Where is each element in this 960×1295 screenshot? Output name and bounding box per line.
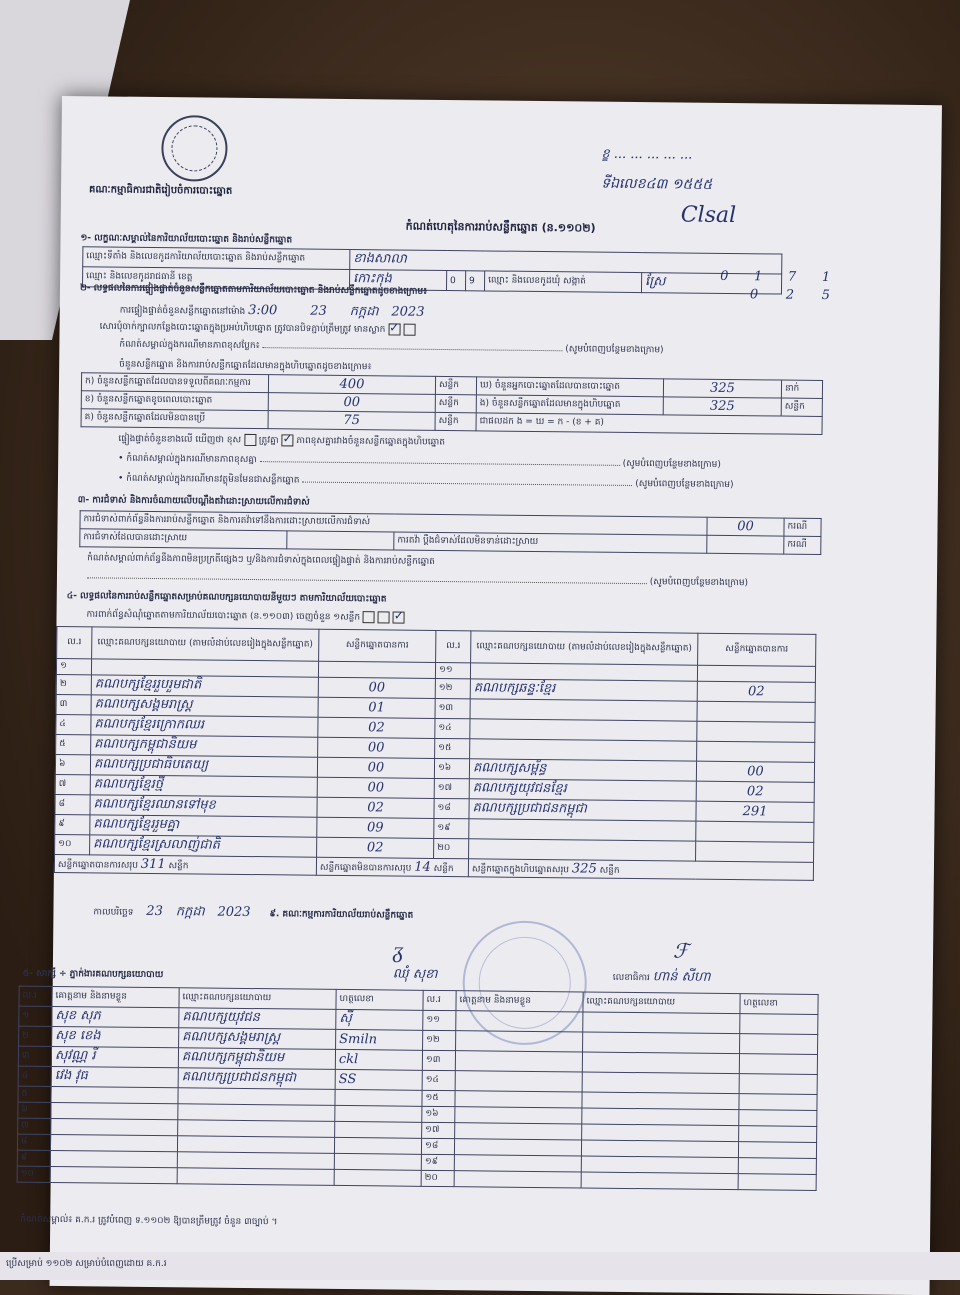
digit: 2 [785, 287, 795, 303]
row-no: ៩ [55, 814, 90, 834]
s2-time-label: ការផ្ទៀងផ្ទាត់ចំនួនសន្លឹកឆ្នោតនៅម៉ោង [119, 305, 246, 317]
digit: 7 [787, 269, 797, 285]
unit: សន្លឹក [599, 865, 620, 876]
secretary-name: ហាន់ សីហា [652, 969, 711, 985]
witness-name: សុខ សុភ [52, 1006, 179, 1027]
s2-fill-hint: (សូមបំពេញបន្ថែមខាងក្រោម) [565, 344, 664, 356]
row-no: ១៩ [434, 818, 469, 838]
row-no: ៦ [18, 1102, 51, 1118]
s1-code-a: 0 [446, 271, 465, 291]
row-no: ១៩ [421, 1154, 454, 1170]
party-votes: 02 [318, 717, 435, 738]
total-box-label: សន្លឹកឆ្នោតក្នុងហិបឆ្នោតសរុប [471, 863, 570, 875]
stamp-date: ទីឯលេខ៤៣ ១៥៥៥ [601, 175, 713, 193]
party-name: គណបក្សខ្មែរឈានទៅមុខ [90, 795, 317, 817]
party-votes [696, 821, 814, 842]
document-title: កំណត់ហេតុនៃការរាប់សន្លឹកឆ្នោត (ន.១១០២) [405, 219, 596, 235]
row-no: ១៥ [422, 1090, 455, 1106]
s3-row1-value: 00 [737, 519, 754, 535]
committee-label: ៩. គណៈកម្មការការិយាល័យរាប់សន្លឹកឆ្នោត [269, 909, 414, 921]
party-votes [696, 841, 814, 862]
party-name: គណបក្សសម្ព័ន្ធ [469, 759, 696, 781]
s2-a-value: 400 [339, 376, 365, 393]
party-name: គណបក្សកម្ពុជានិយម [91, 735, 318, 757]
col-name: គោត្តនាម និងនាមខ្លួន [52, 986, 179, 1007]
s4-check-1 [363, 611, 375, 623]
col-party: ឈ្មោះគណបក្សនយោបាយ [583, 992, 740, 1014]
emblem-logo [161, 115, 228, 182]
witness-party: គណបក្សយុវជន [179, 1008, 336, 1030]
witness-party: គណបក្សកម្ពុជានិយម [178, 1048, 335, 1070]
date-month: កក្កដា [175, 904, 205, 920]
s1-digits-a [720, 269, 830, 285]
party-votes: 00 [318, 737, 435, 758]
section1-heading: ១- លក្ខណៈសម្គាល់នៃការិយាល័យបោះឆ្នោត និងរាប់សន្លឹកឆ្នោត [80, 233, 293, 246]
s4-check-3 [393, 611, 405, 623]
witness-sign: ckl [335, 1049, 422, 1070]
s2-fill-hint-2: (សូមបំពេញបន្ថែមខាងក្រោម) [622, 458, 721, 470]
total-invalid-value: 14 [414, 859, 431, 875]
s2-e-value: 325 [709, 398, 735, 415]
s2-note2: • កំណត់សម្គាល់ក្នុងករណីមានវត្ថុមិនមែនជាសន្លឹកឆ្នោត [117, 473, 300, 486]
witness-table [17, 986, 819, 1191]
section5-heading: ៥- សាក្សី ÷ ភ្នាក់ងារគណបក្សនយោបាយ [22, 968, 164, 981]
date-label: កាលបរិច្ឆេទ [93, 907, 134, 918]
s2-time-value: 3:00 [248, 302, 278, 319]
col-no-left: ល.រ [57, 626, 92, 658]
row-no: ១៤ [435, 718, 470, 738]
s2-diff-check [244, 434, 256, 446]
s2-e-label: ង) ចំនួនសន្លឹកឆ្នោតដែលមានក្នុងហិបឆ្នោត [476, 395, 663, 415]
party-votes: 00 [696, 761, 814, 782]
party-name: គណបក្សខ្មែរក្រោកឈរ [91, 715, 318, 737]
col-party: ឈ្មោះគណបក្សនយោបាយ [179, 988, 336, 1010]
s4-sub: ការពាក់ព័ន្ធសំណុំឆ្នោតតាមការិយាល័យបោះឆ្នោត (ន.១១០៣) ចេញចំនួន ១សន្លឹក [86, 609, 361, 623]
date-year: 2023 [217, 904, 251, 921]
party-name: គណបក្សខ្មែរថ្មី [90, 775, 317, 797]
footer-bar: ប្រើសម្រាប់ ១១០២ សម្រាប់បំពេញដោយ គ.ក.រ [0, 1252, 960, 1280]
party-results-table [54, 626, 817, 881]
party-votes [697, 701, 815, 722]
witness-party: គណបក្សប្រជាជនកម្ពុជា [178, 1068, 335, 1090]
s2-c-unit: សន្លឹក [435, 412, 476, 430]
row-no: ១២ [423, 1030, 456, 1050]
row-no: ១៧ [422, 1122, 455, 1138]
s2-formula: ជាផលដក ង = ឃ = ក - (ខ + គ) [476, 413, 822, 435]
stamp-number: ខ្ខ ... ... ... ... ... [601, 146, 693, 163]
s2-c-value: 75 [343, 412, 360, 429]
party-votes: 09 [317, 817, 434, 838]
unit: សន្លឹក [168, 860, 189, 871]
row-no: ១៥ [435, 738, 470, 758]
row-no: ១ [56, 658, 91, 674]
party-name: គណបក្សខ្មែររួមគ្នា [90, 815, 317, 837]
section2-count-table [81, 372, 824, 435]
s1-row2-label: ឈ្មោះ និងលេខកូដរាជធានី ខេត្ត [83, 267, 350, 290]
s1-row1-value: ខាងសាលា [353, 251, 408, 267]
section2-heading: ២- លទ្ធផលនៃការផ្ទៀងផ្ទាត់ចំនួនសន្លឹកឆ្នោតតាមការិយាល័យបោះឆ្នោត និងរាប់សន្លឹកឆ្នោតដូចខាងក្រោម៖ [79, 283, 428, 297]
party-votes [697, 721, 815, 742]
col-sign: ហត្ថលេខា [336, 989, 423, 1010]
s1-row2-value-b: ស្រែ [645, 274, 666, 290]
party-votes: 02 [697, 681, 815, 702]
row-no: ៥ [18, 1086, 51, 1102]
chair-signature: ᵹ [392, 938, 404, 964]
s2-d-label: ឃ) ចំនួនអ្នកបោះឆ្នោតដែលបានបោះឆ្នោត [476, 377, 663, 397]
s2-a-unit: សន្លឹក [435, 376, 476, 394]
row-no: ១៤ [422, 1070, 455, 1090]
row-no: ១ [19, 1006, 52, 1026]
row-no: ១៦ [422, 1106, 455, 1122]
witness-name: សុវណ្ណ រី [51, 1046, 178, 1067]
party-votes: 00 [317, 777, 434, 798]
party-name [469, 839, 696, 861]
row-no: ៨ [17, 1134, 50, 1150]
row-no: ១៦ [434, 758, 469, 778]
witness-sign: Smiln [336, 1029, 423, 1050]
party-votes: 02 [696, 781, 814, 802]
row-no: ១៨ [421, 1138, 454, 1154]
row-no: ១១ [435, 662, 470, 678]
s2-match-check [281, 434, 293, 446]
row-no: ១២ [435, 678, 470, 698]
s3-row1: ការជំទាស់ពាក់ព័ន្ធនឹងការរាប់សន្លឹកឆ្នោត និងការតវ៉ាទៅនឹងការដោះស្រាយលើការជំទាស់ [80, 511, 707, 536]
date-day: 23 [146, 903, 163, 920]
s2-match-label: ត្រូវគ្នា [258, 435, 279, 446]
s2-d-value: 325 [709, 380, 735, 397]
digit: 0 [720, 268, 729, 284]
row-no: ១០ [17, 1166, 50, 1182]
row-no: ១៨ [434, 798, 469, 818]
s3-fill-hint: (សូមបំពេញបន្ថែមខាងក្រោម) [649, 577, 749, 589]
witness-sign: SS [335, 1069, 422, 1090]
secretary-label: លេខាធិការ [612, 972, 650, 984]
col-name: គោត្តនាម និងនាមខ្លួន [456, 991, 583, 1012]
col-no: ល.រ [423, 990, 456, 1010]
party-name: គណបក្សខ្មែររួបរួមជាតិ [91, 675, 318, 697]
party-name: គណបក្សខ្មែរស្រលាញ់ជាតិ [90, 835, 317, 857]
row-no: ៦ [55, 754, 90, 774]
party-name: គណបក្សសង្គមរាស្ត្រ [91, 695, 318, 717]
col-votes-left: សន្លឹកឆ្នោតបានការ [319, 629, 436, 662]
top-signature: Clsal [680, 202, 737, 229]
digit: 1 [821, 269, 831, 286]
total-invalid-label: សន្លឹកឆ្នោតមិនបានការសរុប [319, 862, 412, 874]
witness-name: សុខ ខេង [52, 1026, 179, 1047]
total-valid-value: 311 [140, 856, 166, 872]
s2-b-label: ខ) ចំនួនសន្លឹកឆ្នោតខូចពេលបោះឆ្នោត [81, 391, 268, 411]
row-no: ២ [19, 1026, 52, 1046]
secretary-signature: ℱ [672, 938, 689, 963]
party-name: គណបក្សឆន្ទៈខ្មែរ [470, 679, 697, 701]
row-no: ១៧ [434, 778, 469, 798]
row-no: ១៣ [435, 698, 470, 718]
witness-sign: ស៊ី [336, 1009, 423, 1030]
row-no: ៨ [55, 794, 90, 814]
footer-note: កំណត់សម្គាល់៖ គ.ក.រ ត្រូវបំពេញ ទ.១១០២ ឱ្យបានត្រឹមត្រូវ ចំនួន ៣ច្បាប់ ។ [20, 1214, 278, 1228]
s2-b-value: 00 [343, 394, 361, 411]
s2-match-text: ភាពខុសគ្នារវាងចំនួនសន្លឹកឆ្នោតក្នុងហិបឆ្នោត [296, 435, 445, 448]
s2-b-unit: សន្លឹក [435, 394, 476, 412]
party-name [470, 739, 697, 761]
s2-lock-check [388, 323, 400, 335]
party-votes: 00 [317, 757, 434, 778]
col-votes-right: សន្លឹកឆ្នោតបានការ [698, 633, 816, 666]
section4-heading: ៤- លទ្ធផលនៃការរាប់សន្លឹកឆ្នោតសម្រាប់គណបក្សនយោបាយនីមួយៗ តាមការិយាល័យបោះឆ្នោត [66, 591, 387, 605]
col-party-right: ឈ្មោះគណបក្សនយោបាយ (តាមលំដាប់លេខរៀងក្នុងសន្លឹកឆ្នោត) [471, 631, 698, 665]
s3-note: កំណត់សម្គាល់ពាក់ព័ន្ធនឹងភាពមិនប្រក្រតីផ្សេងៗ ឬ/និងការជំទាស់ក្នុងពេលផ្ទៀងផ្ទាត់ និងការរាប់សន្លឹកឆ្នោត [87, 553, 435, 567]
digit: 0 [749, 287, 759, 303]
s1-code-b: 9 [465, 271, 484, 291]
row-no: ៧ [18, 1118, 51, 1134]
s3-unit-1: ករណី [784, 518, 821, 536]
s1-digits-b [750, 287, 830, 303]
party-votes [697, 741, 815, 762]
s3-unit-2: ករណី [784, 536, 821, 554]
party-name [470, 699, 697, 721]
row-no: ១០ [55, 834, 90, 854]
s1-row2-value: កោះកុង [353, 271, 392, 287]
row-no: ៧ [55, 774, 90, 794]
commission-name: គណៈកម្មាធិការជាតិរៀបចំការបោះឆ្នោត [88, 184, 233, 197]
s2-year-value: 2023 [391, 304, 425, 320]
s2-diff-line: ផ្ទៀងផ្ទាត់ចំនួនខាងលើ ឃើញថា ខុស [118, 434, 242, 446]
s2-d-unit: នាក់ [781, 380, 822, 398]
row-no: ៣ [56, 694, 91, 714]
s2-a-label: ក) ចំនួនសន្លឹកឆ្នោតដែលបានទទួលពីគណៈកម្មការ [81, 373, 268, 393]
party-votes [697, 665, 815, 682]
col-sign: ហត្ថលេខា [740, 994, 818, 1015]
s2-text2: សោរបុំចាក់ក្បាលកន្លែងបោះឆ្នោតក្នុងប្រអប់ហិបឆ្នោត ត្រូវបានបិទភ្ជាប់ត្រឹមត្រូវ មានស្លាក [99, 321, 386, 335]
party-votes [318, 661, 435, 678]
row-no: ៤ [56, 714, 91, 734]
s2-month-value: កក្កដា [349, 304, 379, 320]
party-votes: 02 [317, 797, 434, 818]
party-votes: 291 [696, 801, 814, 822]
party-votes: 00 [318, 677, 435, 698]
col-party-left: ឈ្មោះគណបក្សនយោបាយ (តាមលំដាប់លេខរៀងក្នុងសន្លឹកឆ្នោត) [92, 627, 319, 661]
s1-row2-label-b: ឈ្មោះ និងលេខកូដឃុំ សង្កាត់ [484, 271, 641, 293]
s2-note-line: កំណត់សម្គាល់ក្នុងករណីមានភាពខុសប្លែក៖ [119, 339, 260, 352]
col-no: ល.រ [19, 986, 52, 1006]
witness-party: គណបក្សសង្គមរាស្ត្រ [179, 1028, 336, 1050]
row-no: ៥ [56, 734, 91, 754]
s2-box-heading: ចំនួនសន្លឹកឆ្នោត និងការរាប់សន្លឹកឆ្នោតដែលមានក្នុងហិបឆ្នោតដូចខាងក្រោម៖ [119, 359, 372, 373]
digit: 1 [753, 269, 763, 285]
digit: 5 [821, 287, 831, 304]
party-votes: 01 [318, 697, 435, 718]
s2-fill-hint-3: (សូមបំពេញបន្ថែមខាងក្រោម) [635, 479, 734, 491]
party-name: គណបក្សប្រជាជនកម្ពុជា [469, 799, 696, 821]
total-valid-label: សន្លឹកឆ្នោតបានការសរុប [57, 859, 138, 871]
party-name: គណបក្សប្រជាធិបតេយ្យ [90, 755, 317, 777]
row-no: ១៣ [422, 1050, 455, 1070]
party-votes: 02 [317, 837, 434, 858]
row-no: ២០ [421, 1170, 454, 1186]
col-no-right: ល.រ [436, 630, 471, 662]
s2-e-unit: សន្លឹក [781, 398, 822, 416]
row-no: ១១ [423, 1010, 456, 1030]
row-no: ៤ [18, 1066, 51, 1086]
row-no: ២០ [434, 838, 469, 858]
s4-check-2 [378, 611, 390, 623]
form-page [20, 96, 942, 1295]
unit: សន្លឹក [433, 863, 454, 874]
row-no: ៩ [17, 1150, 50, 1166]
chair-name: ឈុំ សុខា [392, 966, 438, 982]
s2-day-value: 23 [310, 303, 327, 319]
section3-table [79, 510, 821, 555]
witness-name: វេង វុធ [51, 1066, 178, 1087]
s2-lock-check2 [403, 324, 415, 336]
s3-row2-b: ការតវ៉ា ប្ដឹងជំទាស់ដែលមិនទាន់ដោះស្រាយ [394, 532, 707, 553]
s2-c-label: គ) ចំនួនសន្លឹកឆ្នោតដែលមិនបានប្រើ [81, 409, 268, 429]
total-box-value: 325 [571, 860, 597, 877]
party-name: គណបក្សយុវជនខ្មែរ [469, 779, 696, 801]
row-no: ២ [56, 674, 91, 694]
s1-row1-label: ឈ្មោះទីតាំង និងលេខកូដការិយាល័យបោះឆ្នោត និងរាប់សន្លឹកឆ្នោត [83, 247, 350, 270]
s3-row2: ការជំទាស់ដែលបានដោះស្រាយ [80, 529, 287, 549]
party-name [470, 719, 697, 741]
party-name [469, 819, 696, 841]
row-no: ៣ [18, 1046, 51, 1066]
section3-heading: ៣- ការជំទាស់ និងការចំណាយលើបណ្ដឹងតវ៉ាដោះស្រាយលើការជំទាស់ [77, 495, 310, 508]
s2-note1: • កំណត់សម្គាល់ក្នុងករណីមានភាពខុសគ្នា [118, 453, 257, 466]
